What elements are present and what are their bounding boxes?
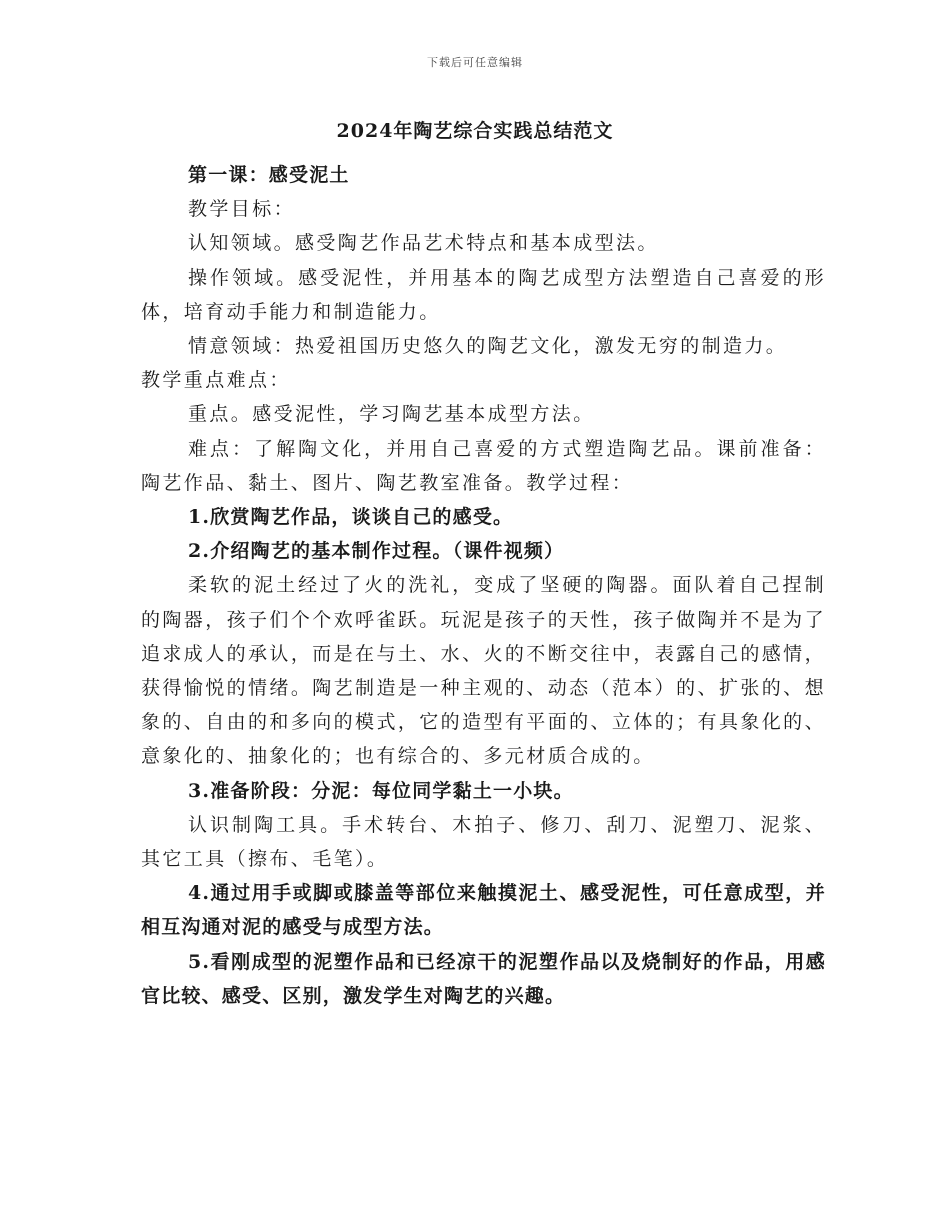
document-body: [141, 158, 826, 1013]
paragraph-teaching-goals: 教学目标：: [188, 198, 296, 221]
lesson-heading: 第一课：感受泥土: [188, 164, 350, 186]
step-5-heading: 5.看刚成型的泥塑作品和已经凉干的泥塑作品以及烧制好的作品，用感官比较、感受、区别，激发学生对陶艺的兴趣。: [141, 950, 826, 1007]
paragraph-key-points-heading: 教学重点难点：: [141, 369, 291, 392]
step-2-heading: 2.介绍陶艺的基本制作过程。（课件视频）: [188, 540, 565, 563]
document-title: 2024年陶艺综合实践总结范文: [336, 120, 614, 142]
paragraph-tools: 认识制陶工具。手术转台、木拍子、修刀、刮刀、泥塑刀、泥浆、其它工具（擦布、毛笔）。: [141, 813, 826, 871]
paragraph-operation-domain: 操作领域。感受泥性，并用基本的陶艺成型方法塑造自己喜爱的形体，培育动手能力和制造能力。: [141, 266, 826, 323]
paragraph-clay-description: 柔软的泥土经过了火的洗礼，变成了坚硬的陶器。面队着自己捏制的陶器，孩子们个个欢呼雀跃。玩泥是孩子的天性，孩子做陶并不是为了追求成人的承认，而是在与土、水、火的不断交往中，表露自己的感情，获得愉悦的情绪。陶艺制造是一种主观的、动态（范本）的、扩张的、想象的、自由的和多向的模式，它的造型有平面的、立体的；有具象化的、意象化的、抽象化的；也有综合的、多元材质合成的。: [141, 574, 826, 768]
paragraph-cognitive-domain: 认知领域。感受陶艺作品艺术特点和基本成型法。: [188, 232, 659, 255]
step-1-heading: 1.欣赏陶艺作品，谈谈自己的感受。: [188, 506, 514, 529]
header-note: 下载后可任意编辑: [427, 56, 523, 69]
paragraph-difficulty: 难点：了解陶文化，并用自己喜爱的方式塑造陶艺品。课前准备：陶艺作品、黏土、图片、陶艺教室准备。教学过程：: [141, 437, 826, 494]
paragraph-key-point: 重点。感受泥性，学习陶艺基本成型方法。: [188, 403, 595, 426]
step-3-heading: 3.准备阶段：分泥：每位同学黏土一小块。: [188, 779, 574, 802]
paragraph-affective-domain: 情意领域：热爱祖国历史悠久的陶艺文化，激发无穷的制造力。: [188, 335, 788, 358]
step-4-heading: 4.通过用手或脚或膝盖等部位来触摸泥土、感受泥性，可任意成型，并相互沟通对泥的感受与成型方法。: [141, 882, 826, 939]
